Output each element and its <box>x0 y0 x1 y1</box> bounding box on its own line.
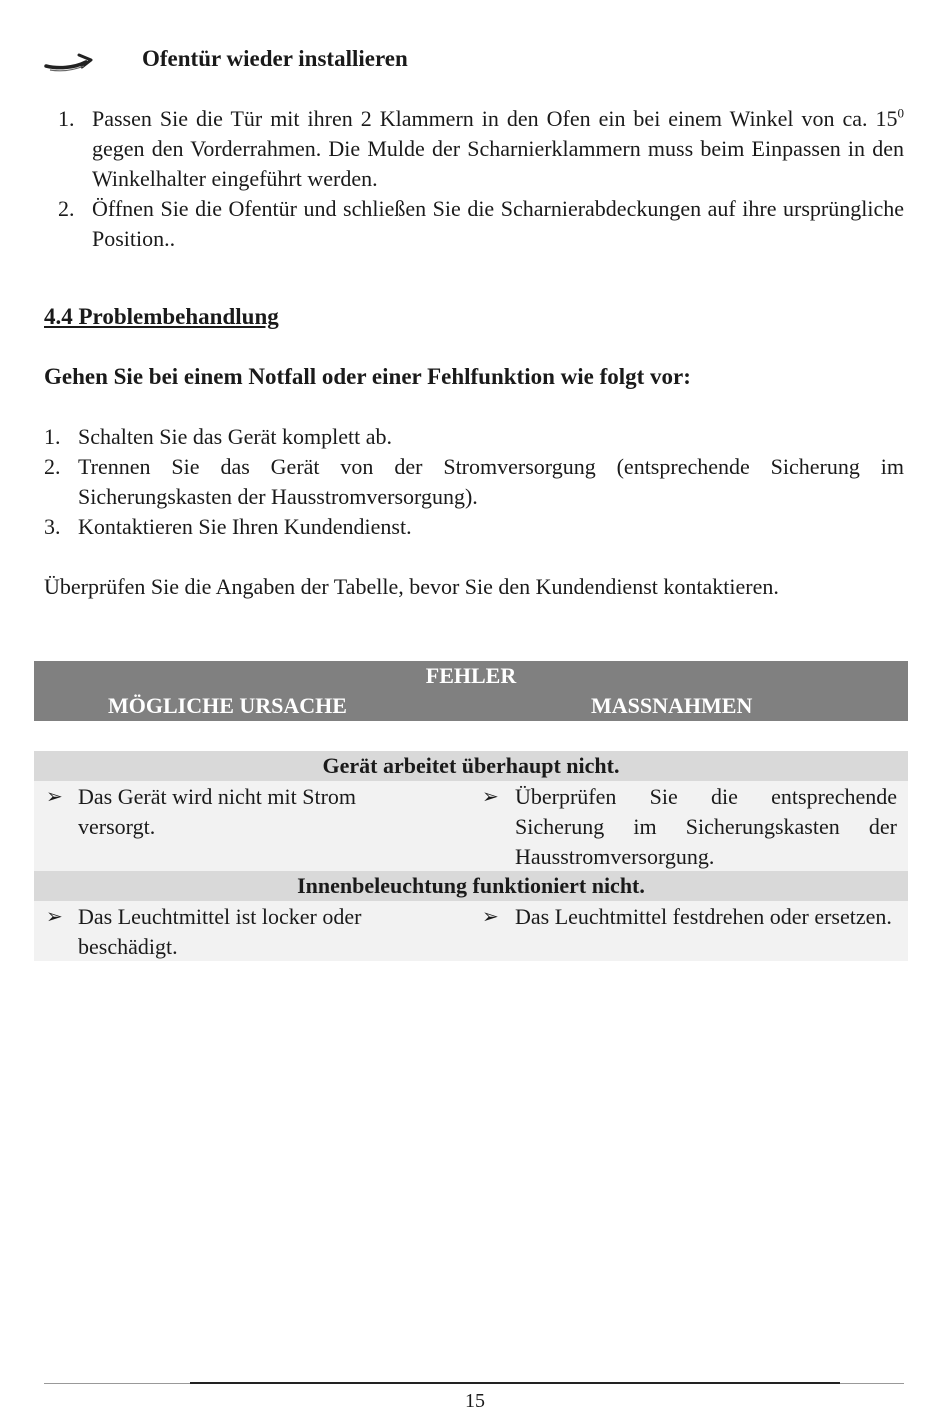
fault-row-title: Gerät arbeitet überhaupt nicht. <box>34 751 908 781</box>
table-row <box>34 901 908 961</box>
bullet-arrow-icon: ➢ <box>46 906 63 928</box>
table-row <box>34 781 908 871</box>
step-text: Trennen Sie das Gerät von der Stromversorgung (entsprechende Sicherung im Sicherungskasten der Hausstromversorgung). <box>78 454 904 509</box>
section-heading: 4.4 Problembehandlung <box>44 304 279 329</box>
table-header <box>34 661 908 721</box>
step-text: Schalten Sie das Gerät komplett ab. <box>78 424 393 449</box>
header-cause: MÖGLICHE URSACHE <box>108 693 347 718</box>
bullet-arrow-icon: ➢ <box>46 786 63 808</box>
list-item-text: Passen Sie die Tür mit ihren 2 Klammern in den Ofen ein bei einem Winkel von ca. $15^0$ gegen den Vorderrahmen. Die Mulde der Scharnierklammern muss beim Einpassen in den Winkelhalter eingeführt werden. <box>92 105 904 191</box>
page-number: 15 <box>465 1390 485 1412</box>
action-cell: Überprüfen Sie die entsprechende Sicherung im Sicherungskasten der Hausstromversorgung. <box>515 784 897 869</box>
cause-cell: Das Leuchtmittel ist locker oder beschädigt. <box>78 904 362 959</box>
fault-row-title: Innenbeleuchtung funktioniert nicht. <box>34 871 908 901</box>
step-number: 2. <box>44 454 61 479</box>
footer-rule-bold <box>190 1382 840 1384</box>
list-item-number: 1. <box>58 106 75 131</box>
header-action: MASSNAHMEN <box>591 693 753 718</box>
step-number: 3. <box>44 514 61 539</box>
step-text: Kontaktieren Sie Ihren Kundendienst. <box>78 514 412 539</box>
action-cell: Das Leuchtmittel festdrehen oder ersetzen. <box>515 904 892 929</box>
list-item-text: Öffnen Sie die Ofentür und schließen Sie die Scharnierabdeckungen auf ihre ursprüngliche Position.. <box>92 196 904 251</box>
bullet-arrow-icon: ➢ <box>482 786 499 808</box>
check-note: Überprüfen Sie die Angaben der Tabelle, bevor Sie den Kundendienst kontaktieren. <box>44 574 779 599</box>
cause-cell: Das Gerät wird nicht mit Strom versorgt. <box>78 784 357 839</box>
step-number: 1. <box>44 424 61 449</box>
list-item-number: 2. <box>58 196 75 221</box>
arrow-icon <box>44 48 94 74</box>
section-title: Ofentür wieder installieren <box>142 46 408 71</box>
header-fault: FEHLER <box>425 663 517 688</box>
bullet-arrow-icon: ➢ <box>482 906 499 928</box>
intro-text: Gehen Sie bei einem Notfall oder einer Fehlfunktion wie folgt vor: <box>44 364 691 389</box>
